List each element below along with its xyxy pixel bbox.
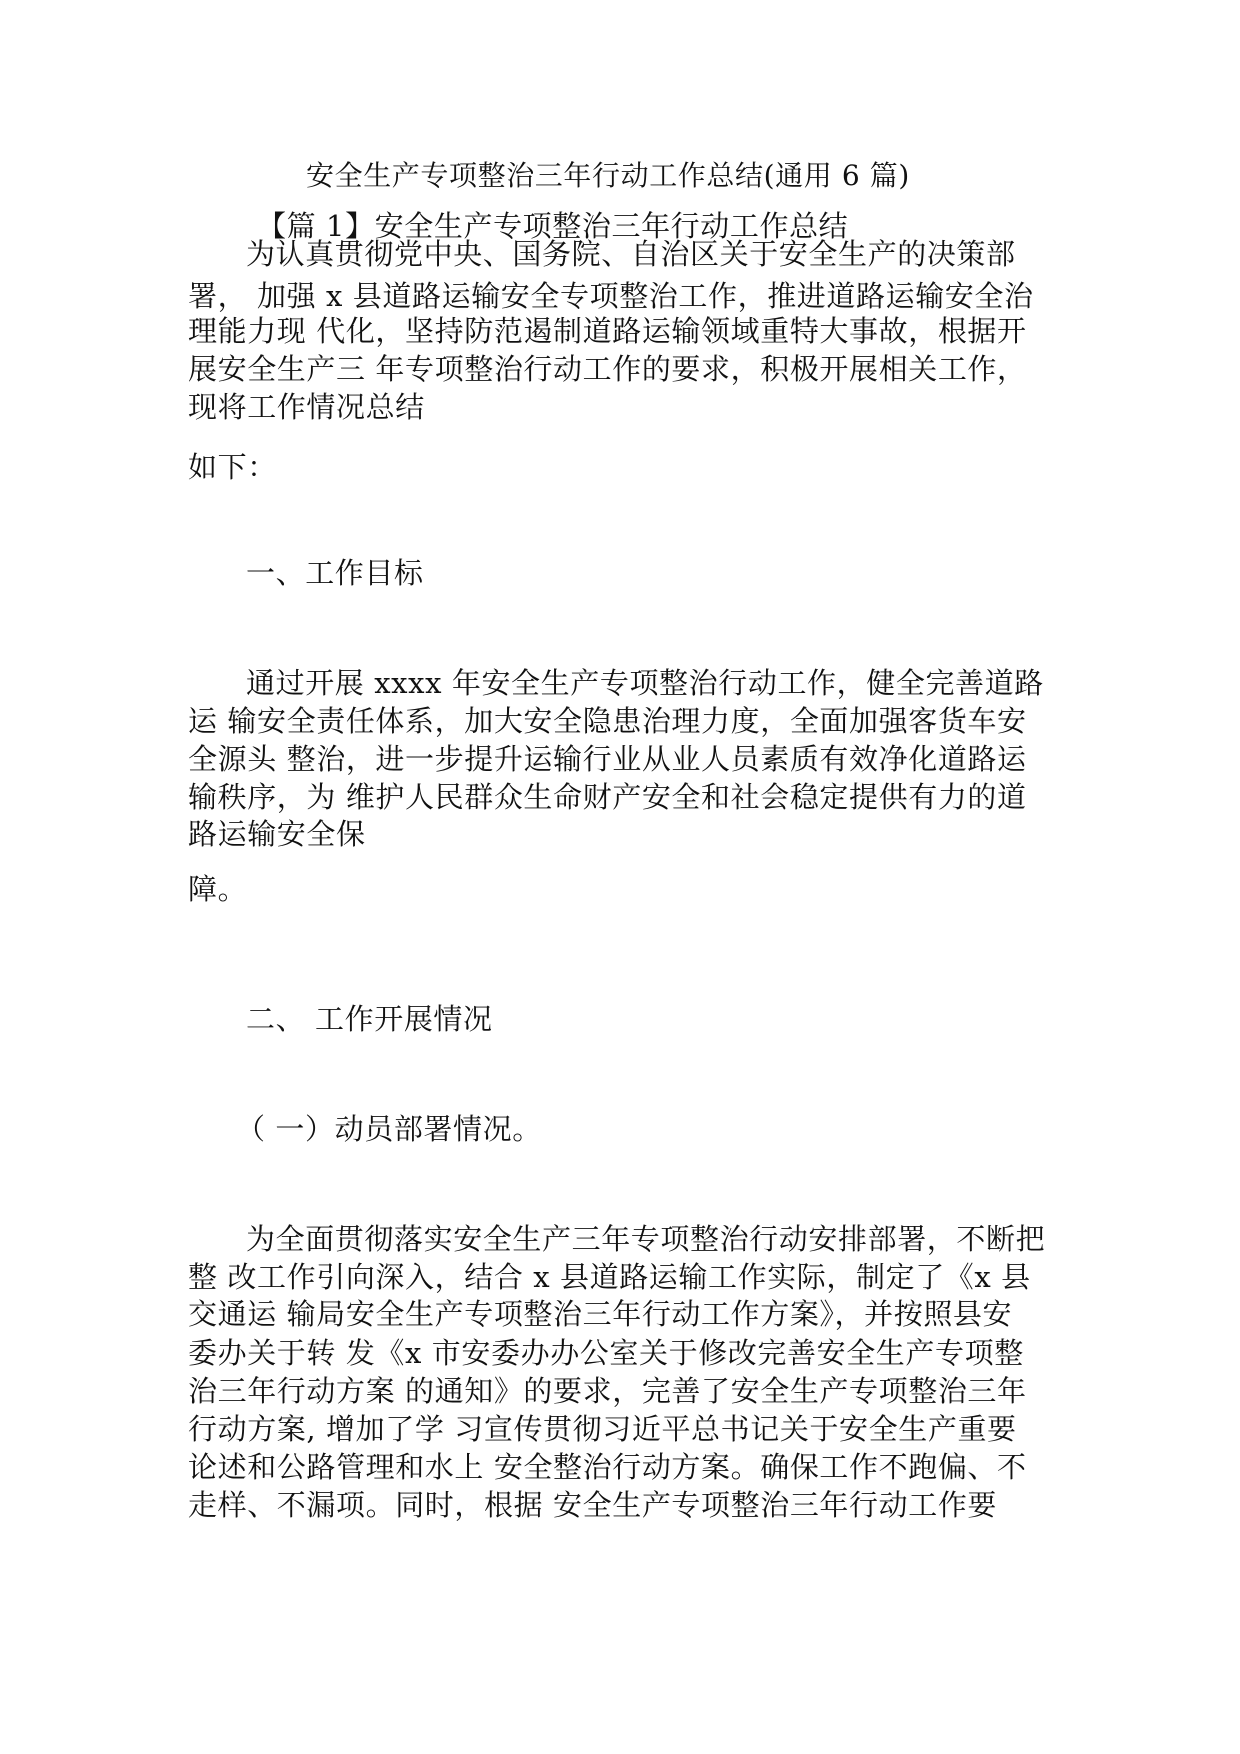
section1-line: 输秩序，为 维护人民群众生命财产安全和社会稳定提供有力的道 (188, 780, 1027, 814)
intro-line: 为认真贯彻党中央、国务院、自治区关于安全生产的决策部 (246, 237, 1016, 271)
subsection1-line: 整 改工作引向深入，结合 x 县道路运输工作实际，制定了《x 县 (188, 1260, 1031, 1294)
subsection1-line: 论述和公路管理和水上 安全整治行动方案。确保工作不跑偏、不 (188, 1450, 1027, 1484)
section1-line: 通过开展 xxxx 年安全生产专项整治行动工作，健全完善道路 (246, 666, 1044, 700)
subsection-heading-mobilization: （ 一）动员部署情况。 (236, 1112, 542, 1146)
section1-line: 运 输安全责任体系，加大安全隐患治理力度，全面加强客货车安 (188, 704, 1027, 738)
document-title: 安全生产专项整治三年行动工作总结(通用 6 篇) (306, 159, 910, 192)
section1-line: 路运输安全保 (188, 817, 366, 851)
subsection1-line: 委办关于转 发《x 市安委办办公室关于修改完善安全生产专项整 (188, 1336, 1024, 1370)
section1-line: 全源头 整治，进一步提升运输行业从业人员素质有效净化道路运 (188, 742, 1027, 776)
subsection1-line: 行动方案, 增加了学 习宣传贯彻习近平总书记关于安全生产重要 (188, 1412, 1017, 1446)
intro-line: 理能力现 代化，坚持防范遏制道路运输领域重特大事故，根据开 (188, 314, 1027, 348)
document-subtitle: 【篇 1】安全生产专项整治三年行动工作总结 (257, 209, 849, 243)
section1-tail: 障。 (188, 872, 248, 906)
intro-line: 署， 加强 x 县道路运输安全专项整治工作，推进道路运输安全治 (188, 279, 1034, 313)
section-heading-progress: 二、 工作开展情况 (246, 1002, 493, 1036)
subsection1-line: 走样、不漏项。同时，根据 安全生产专项整治三年行动工作要 (188, 1488, 998, 1522)
subsection1-line: 治三年行动方案 的通知》的要求，完善了安全生产专项整治三年 (188, 1374, 1027, 1408)
subsection1-line: 为全面贯彻落实安全生产三年专项整治行动安排部署，不断把 (246, 1222, 1046, 1256)
section-heading-goal: 一、工作目标 (246, 556, 424, 590)
subsection1-line: 交通运 输局安全生产专项整治三年行动工作方案》，并按照县安 (188, 1297, 1013, 1331)
intro-line: 现将工作情况总结 (188, 390, 425, 424)
intro-line: 展安全生产三 年专项整治行动工作的要求，积极开展相关工作， (188, 352, 1027, 386)
intro-tail: 如下： (188, 450, 277, 484)
